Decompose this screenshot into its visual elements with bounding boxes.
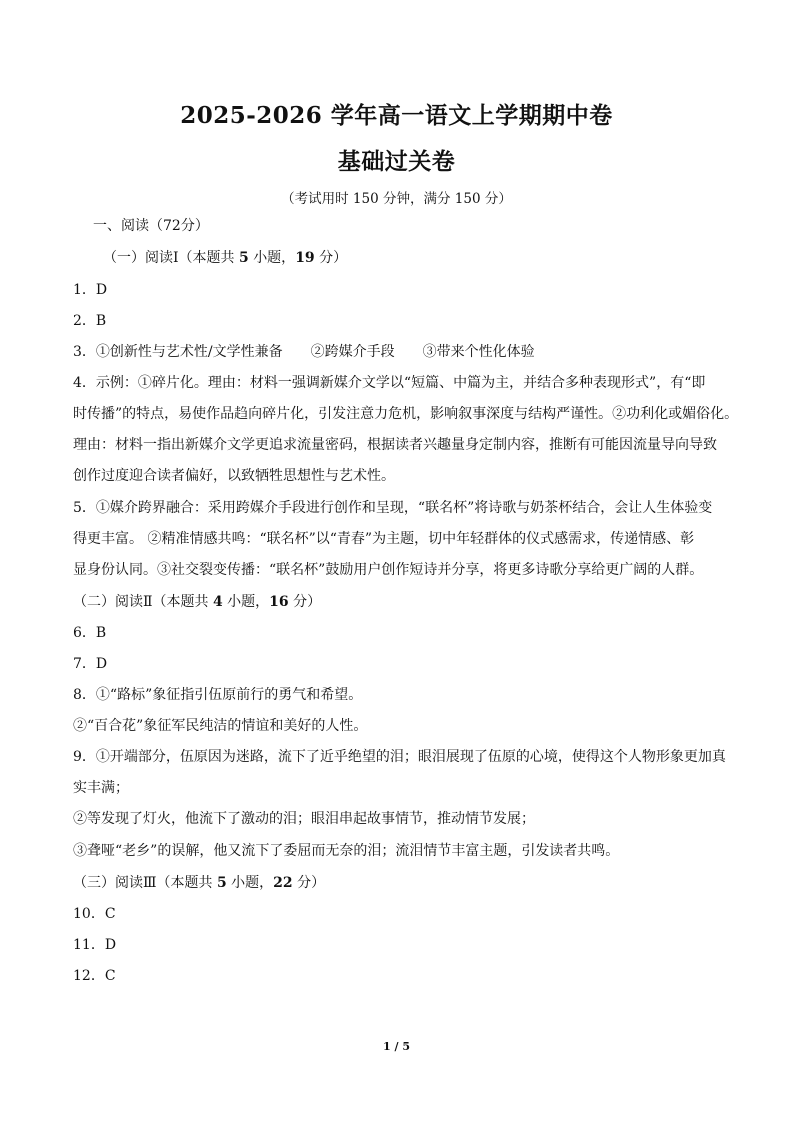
subsection-heading-reading2: （二）阅读Ⅱ（本题共 4 小题，16 分） xyxy=(73,594,322,610)
subsection-heading-reading3: （三）阅读Ⅲ（本题共 5 小题，22 分） xyxy=(73,875,326,891)
answer-q4-line2: 时传播”的特点，易使作品趋向碎片化，引发注意力危机，影响叙事深度与结构严谨性。②功利化或媚俗化。 xyxy=(73,406,739,422)
answer-q5-line1: 5．①媒介跨界融合：采用跨媒介手段进行创作和呈现，“联名杯”将诗歌与奶茶杯结合，会让人生体验变 xyxy=(73,500,713,516)
answer-q12: 12．C xyxy=(73,968,116,984)
subsection-heading-reading1: （一）阅读Ⅰ（本题共 5 小题，19 分） xyxy=(103,250,348,266)
answer-q9-line3: ②等发现了灯火，他流下了激动的泪；眼泪串起故事情节，推动情节发展； xyxy=(73,811,535,827)
answer-q9-line2: 实丰满； xyxy=(73,780,129,796)
answer-q4-line3: 理由：材料一指出新媒介文学更追求流量密码，根据读者兴趣量身定制内容，推断有可能因流量导向导致 xyxy=(73,437,717,453)
answer-q9-line4: ③聋哑“老乡”的误解，他又流下了委屈而无奈的泪；流泪情节丰富主题，引发读者共鸣。 xyxy=(73,843,620,859)
answer-q7: 7．D xyxy=(73,656,108,672)
answer-q6: 6．B xyxy=(73,625,107,641)
answer-q5-line3: 显身份认同。③社交裂变传播：“联名杯”鼓励用户创作短诗并分享，将更多诗歌分享给更广阔的人群。 xyxy=(73,562,704,578)
answer-q4-line1: 4．示例：①碎片化。理由：材料一强调新媒介文学以“短篇、中篇为主，并结合多种表现形式”，有“即 xyxy=(73,375,706,391)
answer-q3: 3．①创新性与艺术性/文学性兼备 ②跨媒介手段 ③带来个性化体验 xyxy=(73,344,535,360)
answer-q8-line1: 8．①“路标”象征指引伍原前行的勇气和希望。 xyxy=(73,687,363,703)
answer-q10: 10．C xyxy=(73,906,116,922)
answer-q8-line2: ②“百合花”象征军民纯洁的情谊和美好的人性。 xyxy=(73,718,368,734)
answer-q9-line1: 9．①开端部分，伍原因为迷路，流下了近乎绝望的泪；眼泪展现了伍原的心境，使得这个人物形象更加真 xyxy=(73,749,726,765)
document-title: 2025-2026 学年高一语文上学期期中卷 xyxy=(180,102,613,129)
answer-q5-line2: 得更丰富。 ②精准情感共鸣：“联名杯”以“青春”为主题，切中年轻群体的仪式感需求，传递情感、彰 xyxy=(73,531,695,547)
answer-q4-line4: 创作过度迎合读者偏好，以致牺牲思想性与艺术性。 xyxy=(73,468,395,484)
page-number: 1 / 5 xyxy=(383,1040,410,1053)
section-heading-reading: 一、阅读（72分） xyxy=(93,218,209,234)
document-subtitle: 基础过关卷 xyxy=(337,148,456,175)
answer-q2: 2．B xyxy=(73,313,107,329)
answer-q11: 11．D xyxy=(73,937,117,953)
answer-q1: 1．D xyxy=(73,282,108,298)
exam-time-note: （考试用时 150 分钟，满分 150 分） xyxy=(281,191,512,207)
